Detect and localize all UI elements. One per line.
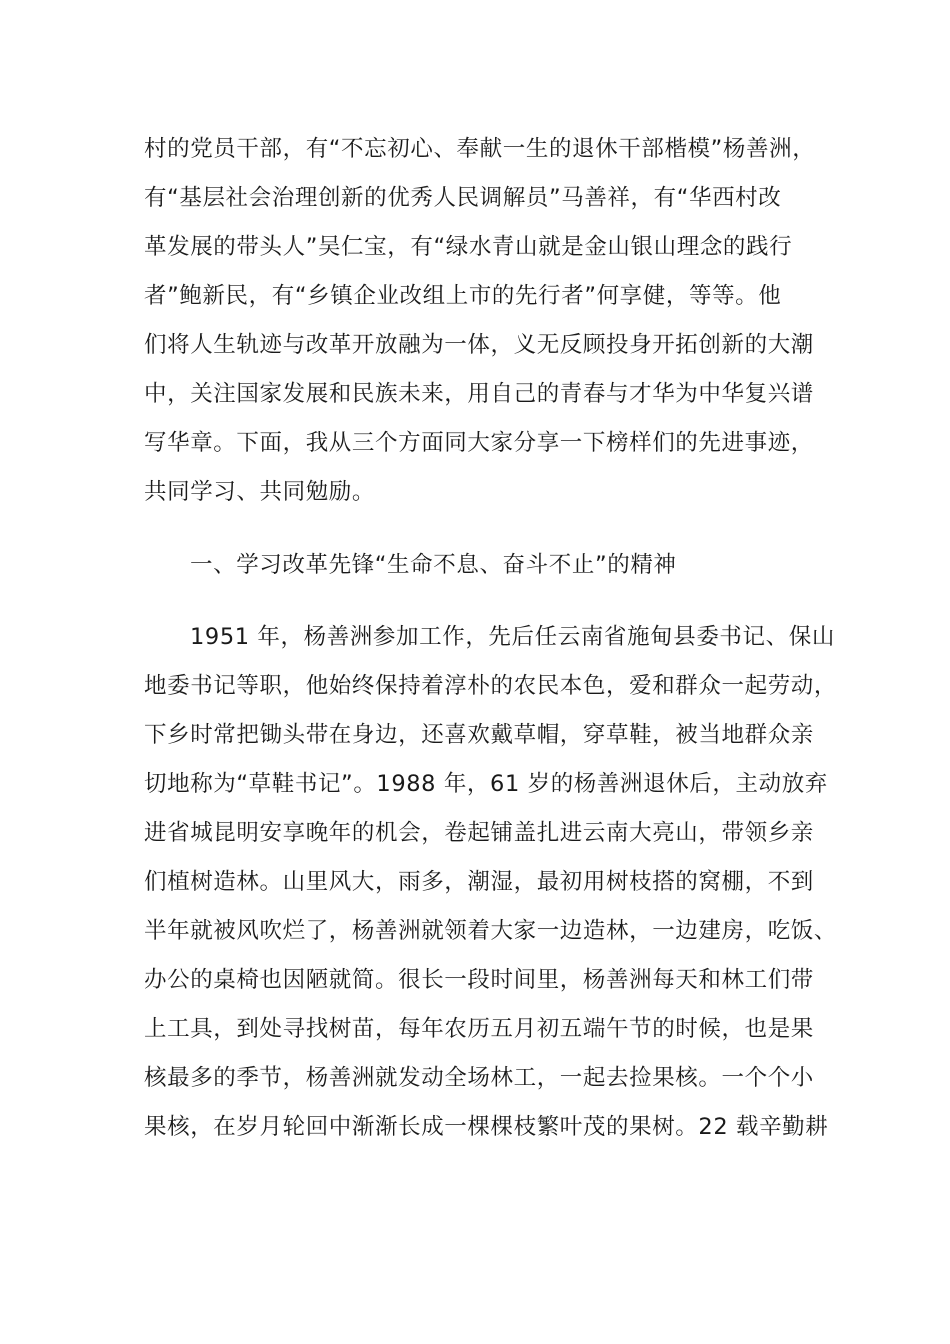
paragraph-line: 村的党员干部，有“不忘初心、奉献一生的退休干部楷模”杨善洲， bbox=[144, 136, 816, 162]
paragraph-line: 写华章。下面，我从三个方面同大家分享一下榜样们的先进事迹， bbox=[144, 430, 814, 456]
paragraph-line: 切地称为“草鞋书记”。1988 年，61 岁的杨善洲退休后，主动放弃 bbox=[144, 771, 828, 797]
paragraph-line: 中，关注国家发展和民族未来，用自己的青春与才华为中华复兴谱 bbox=[144, 381, 814, 407]
paragraph-line: 们植树造林。山里风大，雨多，潮湿，最初用树枝搭的窝棚，不到 bbox=[144, 869, 814, 895]
paragraph-line: 地委书记等职，他始终保持着淳朴的农民本色，爱和群众一起劳动， bbox=[144, 673, 838, 699]
paragraph-line: 果核，在岁月轮回中渐渐长成一棵棵枝繁叶茂的果树。22 载辛勤耕 bbox=[144, 1114, 829, 1140]
paragraph-line: 上工具，到处寻找树苗，每年农历五月初五端午节的时候，也是果 bbox=[144, 1016, 814, 1042]
paragraph-line: 下乡时常把锄头带在身边，还喜欢戴草帽，穿草鞋，被当地群众亲 bbox=[144, 722, 814, 748]
paragraph-line: 核最多的季节，杨善洲就发动全场林工，一起去捡果核。一个个小 bbox=[144, 1065, 814, 1091]
paragraph-line: 革发展的带头人”吴仁宝，有“绿水青山就是金山银山理念的践行 bbox=[144, 234, 793, 260]
section-heading: 一、学习改革先锋“生命不息、奋斗不止”的精神 bbox=[190, 552, 677, 578]
paragraph-line: 1951 年，杨善洲参加工作，先后任云南省施甸县委书记、保山 bbox=[190, 624, 835, 650]
paragraph-line: 有“基层社会治理创新的优秀人民调解员”马善祥，有“华西村改 bbox=[144, 185, 782, 211]
paragraph-line: 办公的桌椅也因陋就简。很长一段时间里，杨善洲每天和林工们带 bbox=[144, 967, 814, 993]
paragraph-line: 们将人生轨迹与改革开放融为一体，义无反顾投身开拓创新的大潮 bbox=[144, 332, 814, 358]
paragraph-line: 半年就被风吹烂了，杨善洲就领着大家一边造林，一边建房，吃饭、 bbox=[144, 918, 838, 944]
paragraph-line: 进省城昆明安享晚年的机会，卷起铺盖扎进云南大亮山，带领乡亲 bbox=[144, 820, 814, 846]
paragraph-line: 者”鲍新民，有“乡镇企业改组上市的先行者”何享健，等等。他 bbox=[144, 283, 782, 309]
paragraph-line: 共同学习、共同勉励。 bbox=[144, 479, 376, 505]
